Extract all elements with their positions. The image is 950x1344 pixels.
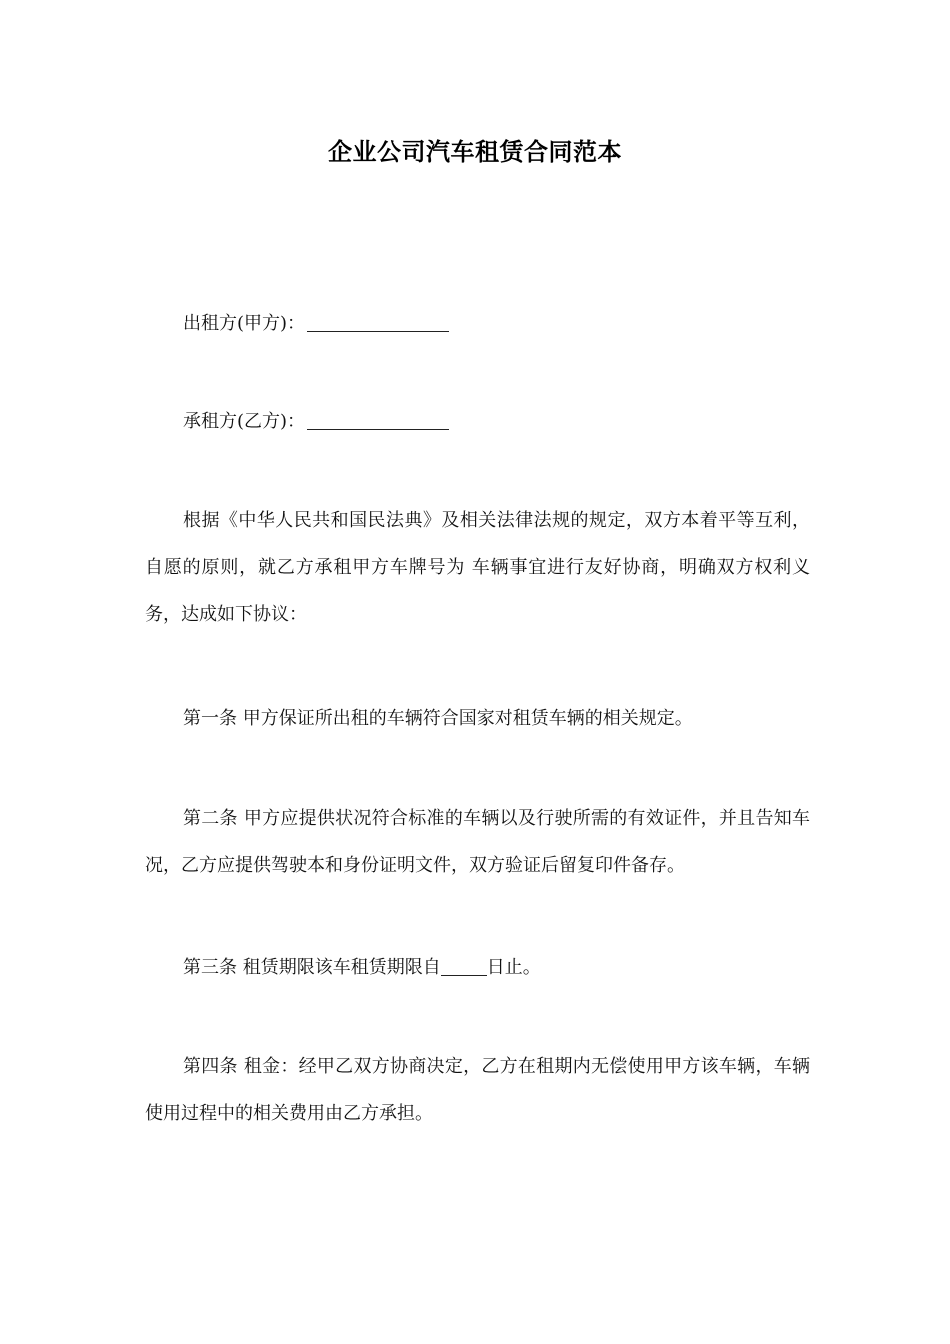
lessor-label: 出租方(甲方)： <box>183 313 306 334</box>
article-3-text-start: 第三条 租赁期限该车租赁期限自 <box>183 957 441 978</box>
lessee-label: 承租方(乙方)： <box>183 411 306 432</box>
lessee-blank <box>307 411 449 430</box>
preamble-paragraph: 根据《中华人民共和国民法典》及相关法律法规的规定，双方本着平等互利，自愿的原则，就乙方承租甲方车牌号为 车辆事宜进行友好协商，明确双方权利义务，达成如下协议： <box>145 510 810 625</box>
lessor-blank <box>307 313 449 332</box>
article-4: 第四条 租金：经甲乙双方协商决定，乙方在租期内无偿使用甲方该车辆，车辆使用过程中的相关费用由乙方承担。 <box>145 1056 810 1124</box>
lessor-line <box>145 300 810 347</box>
article-2: 第二条 甲方应提供状况符合标准的车辆以及行驶所需的有效证件，并且告知车况，乙方应提供驾驶本和身份证明文件，双方验证后留复印件备存。 <box>145 808 810 876</box>
document-title: 企业公司汽车租赁合同范本 <box>328 138 622 166</box>
article-1: 第一条 甲方保证所出租的车辆符合国家对租赁车辆的相关规定。 <box>183 708 693 729</box>
lessee-line <box>145 398 810 445</box>
article-3-blank <box>441 957 487 976</box>
article-3 <box>145 944 810 991</box>
article-3-text-end: 日止。 <box>486 957 541 978</box>
